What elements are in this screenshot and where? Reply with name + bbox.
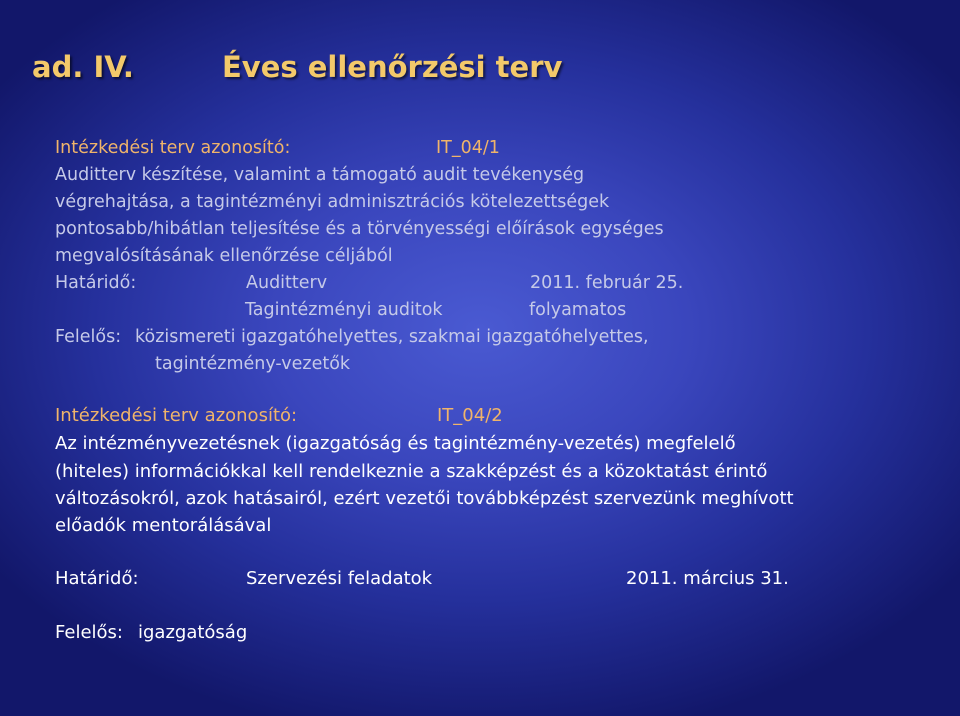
section1-responsible-value: közismereti igazgatóhelyettes, szakmai igazgatóhelyettes, [135,327,649,347]
section1-deadline-task: Tagintézményi auditok [245,300,443,320]
title-main: Éves ellenőrzési terv [222,50,563,84]
section1-id-label: Intézkedési terv azonosító: [55,138,291,158]
section1-deadline-row [55,270,684,296]
section2-deadline-task: Szervezési feladatok [246,568,433,589]
section1-description-line: végrehajtása, a tagintézményi adminisztrációs kötelezettségek [55,192,610,212]
section2-deadline-label: Határidő: [55,568,139,589]
section2-id-value: IT_04/2 [437,405,503,426]
section2-deadline-date: 2011. március 31. [626,568,789,589]
section2-description-line: Az intézményvezetésnek (igazgatóság és tagintézmény-vezetés) megfelelő [55,433,736,454]
section1-deadline-date: 2011. február 25. [530,273,684,293]
section2-description-line: előadók mentorálásával [55,515,272,536]
section2-deadline-row [55,566,789,592]
section2-responsible-label: Felelős: [55,622,123,643]
section2-description-line: változásokról, azok hatásairól, ezért vezetői továbbképzést szervezünk meghívott [55,488,794,509]
section1-responsible-row [55,324,649,350]
section1-deadline-label: Határidő: [55,273,137,293]
section1-id-value: IT_04/1 [436,138,500,158]
section1-responsible-label: Felelős: [55,327,122,347]
section2-responsible-value: igazgatóság [138,622,248,643]
section1-description-line: megvalósításának ellenőrzése céljából [55,246,393,266]
section1-responsible-value: tagintézmény-vezetők [155,354,351,374]
section2-responsible-row [55,620,248,646]
section2-description-line: (hiteles) információkkal kell rendelkeznie a szakképzést és a közoktatást érintő [55,461,768,482]
section2-id-label: Intézkedési terv azonosító: [55,405,298,426]
title-section-number: ad. IV. [32,50,134,84]
slide-title [32,50,563,84]
section1-description-line: Auditterv készítése, valamint a támogató audit tevékenység [55,165,585,185]
section1-deadline-task: Auditterv [246,273,328,293]
section1-description-line: pontosabb/hibátlan teljesítése és a törvényességi előírások egységes [55,219,664,239]
section1-id-row [55,135,500,161]
section2-id-row [55,403,503,429]
section1-deadline-date: folyamatos [529,300,627,320]
